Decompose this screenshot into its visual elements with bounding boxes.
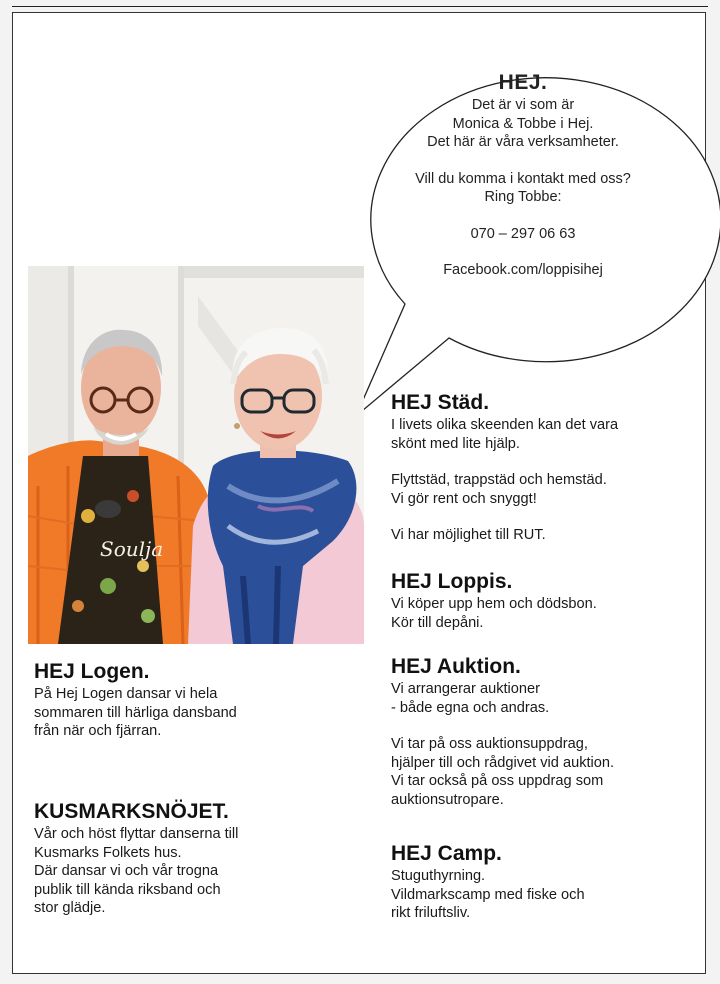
section-title: KUSMARKSNÖJET.: [34, 800, 229, 823]
section-hej-stad: [391, 391, 691, 545]
section-line: från när och fjärran.: [34, 723, 162, 739]
section-line: I livets olika skeenden kan det vara: [391, 417, 619, 433]
section-line: På Hej Logen dansar vi hela: [34, 686, 218, 702]
section-line: Kusmarks Folkets hus.: [34, 844, 182, 861]
section-line: Där dansar vi och vår trogna: [34, 863, 219, 879]
section-title: HEJ Loppis.: [391, 570, 513, 593]
bubble-title: HEJ.: [498, 71, 548, 94]
section-line: publik till kända riksband och: [34, 881, 221, 898]
section-line: hjälper till och rådgivet vid auktion.: [391, 754, 615, 771]
section-hej-loppis: [391, 570, 691, 632]
speech-bubble-text: [378, 70, 668, 280]
bubble-line: Ring Tobbe:: [484, 189, 562, 205]
section-line: Stuguthyrning.: [391, 868, 486, 884]
section-line: Vi arrangerar auktioner: [391, 681, 540, 697]
section-kusmarksnojet: [34, 800, 354, 918]
section-line: Kör till depåni.: [391, 614, 484, 631]
section-line: Vi tar också på oss uppdrag som: [391, 773, 604, 789]
section-line: rikt friluftsliv.: [391, 905, 471, 921]
section-line: sommaren till härliga dansband: [34, 704, 237, 721]
section-title: HEJ Auktion.: [391, 655, 521, 678]
section-line: Vi tar på oss auktionsuppdrag,: [391, 736, 588, 752]
section-title: HEJ Logen.: [34, 660, 150, 683]
section-hej-camp: [391, 842, 691, 923]
section-title: HEJ Städ.: [391, 391, 490, 414]
bubble-line: Monica & Tobbe i Hej.: [452, 115, 594, 132]
bubble-line: Det är vi som är: [471, 97, 575, 113]
section-line: Vi har möjlighet till RUT.: [391, 527, 546, 543]
phone-number: 070 – 297 06 63: [470, 225, 576, 242]
section-line: Vi köper upp hem och dödsbon.: [391, 596, 597, 612]
facebook-link[interactable]: Facebook.com/loppisihej: [443, 262, 603, 278]
section-hej-auktion: [391, 655, 701, 809]
section-line: Vår och höst flyttar danserna till: [34, 826, 239, 842]
bubble-line: Det här är våra verksamheter.: [427, 134, 619, 150]
bubble-line: Vill du komma i kontakt med oss?: [415, 170, 631, 187]
couple-illustration: [28, 266, 364, 644]
section-line: auktionsutropare.: [391, 791, 504, 808]
section-line: skönt med lite hjälp.: [391, 435, 520, 452]
section-line: - både egna och andras.: [391, 699, 550, 716]
section-title: HEJ Camp.: [391, 842, 502, 865]
section-line: Vi gör rent och snyggt!: [391, 490, 537, 507]
shirt-text: Soulja: [100, 537, 164, 561]
section-line: Vildmarkscamp med fiske och: [391, 886, 585, 903]
couple-photo: [28, 266, 364, 644]
section-line: stor glädje.: [34, 900, 106, 916]
section-hej-logen: [34, 660, 334, 741]
section-line: Flyttstäd, trappstäd och hemstäd.: [391, 472, 607, 488]
